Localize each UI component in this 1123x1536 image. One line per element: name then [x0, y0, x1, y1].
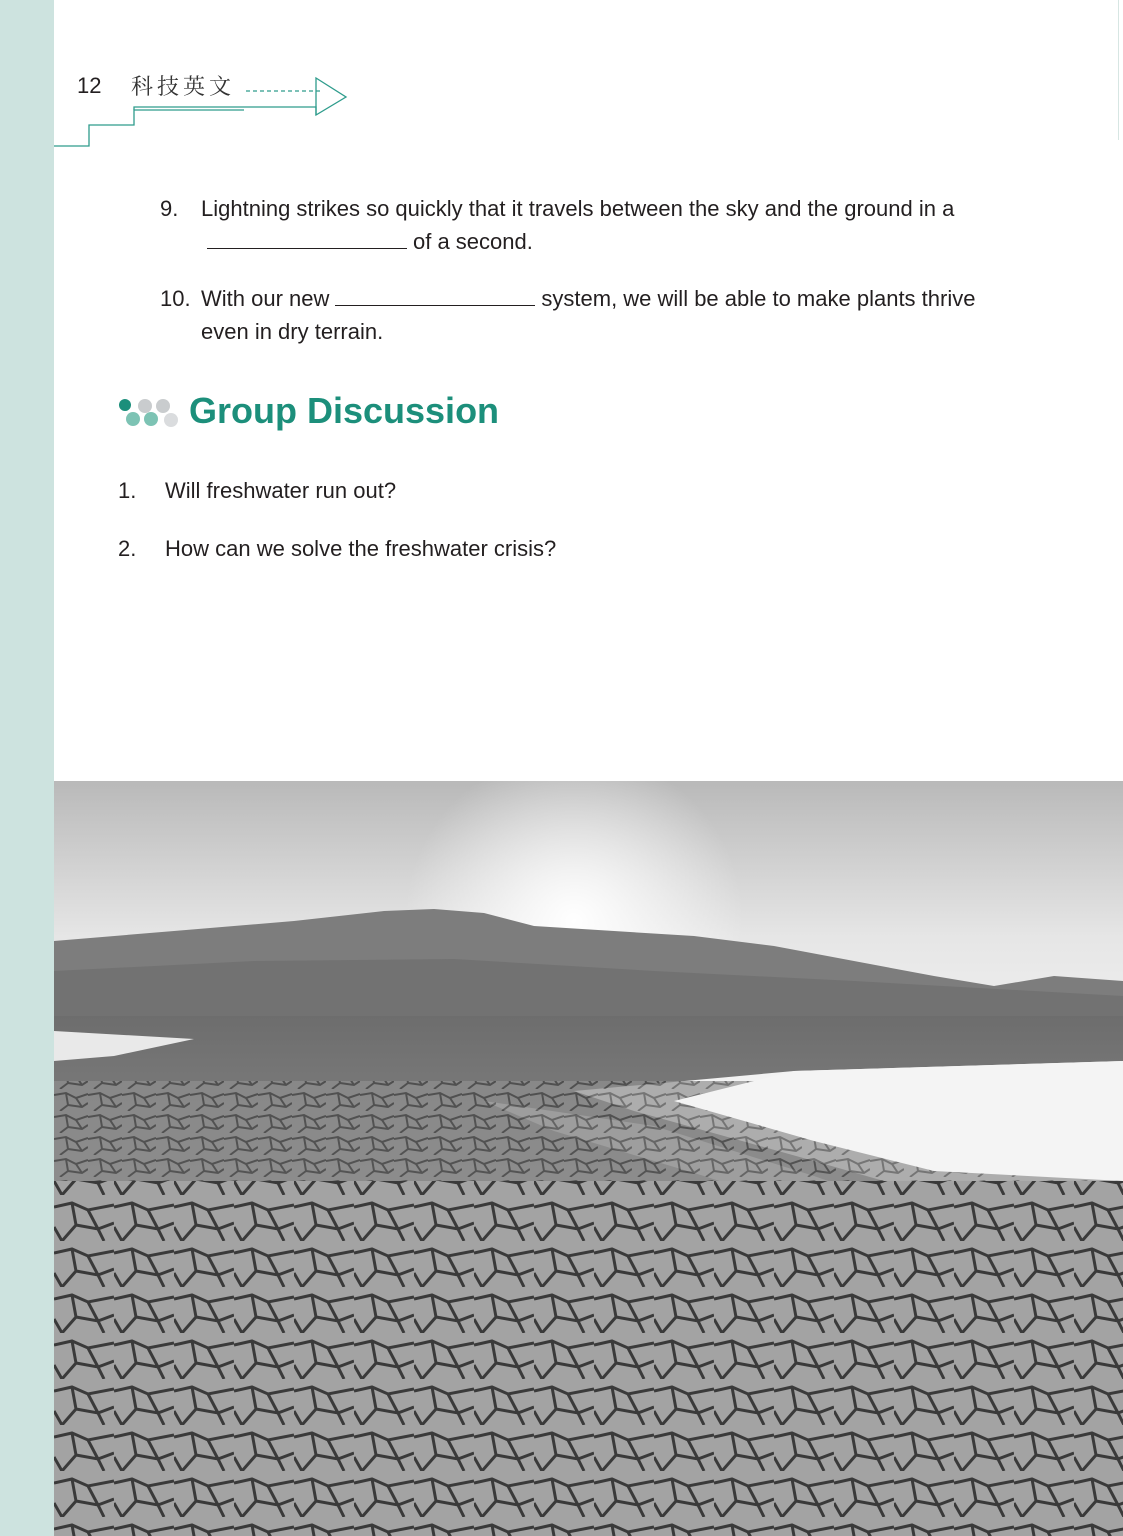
question-text: Will freshwater run out?: [165, 478, 397, 503]
answer-blank[interactable]: [207, 226, 407, 249]
side-color-band: [0, 0, 54, 1536]
question-number: 2.: [118, 536, 137, 561]
question-text-end: of a second.: [413, 229, 533, 254]
page-number: 12: [77, 73, 102, 98]
question-text: With our new: [201, 286, 330, 311]
question-text: How can we solve the freshwater crisis?: [165, 536, 557, 561]
answer-blank[interactable]: [335, 283, 535, 306]
question-number: 1.: [118, 478, 137, 503]
cracked-dry-lakebed-icon: [54, 781, 1123, 1536]
question-number: 9.: [160, 196, 179, 221]
question-text: Lightning strikes so quickly that it travels between the sky and the ground in a: [201, 196, 955, 221]
right-edge-rule: [1118, 0, 1119, 140]
section-title: Group Discussion: [189, 390, 500, 431]
book-title: 科技英文: [131, 75, 236, 100]
question-number: 10.: [160, 286, 191, 311]
question-text-end: system, we will be able to make plants thrive even in dry terrain.: [201, 286, 976, 344]
dots-icon: [116, 396, 182, 430]
